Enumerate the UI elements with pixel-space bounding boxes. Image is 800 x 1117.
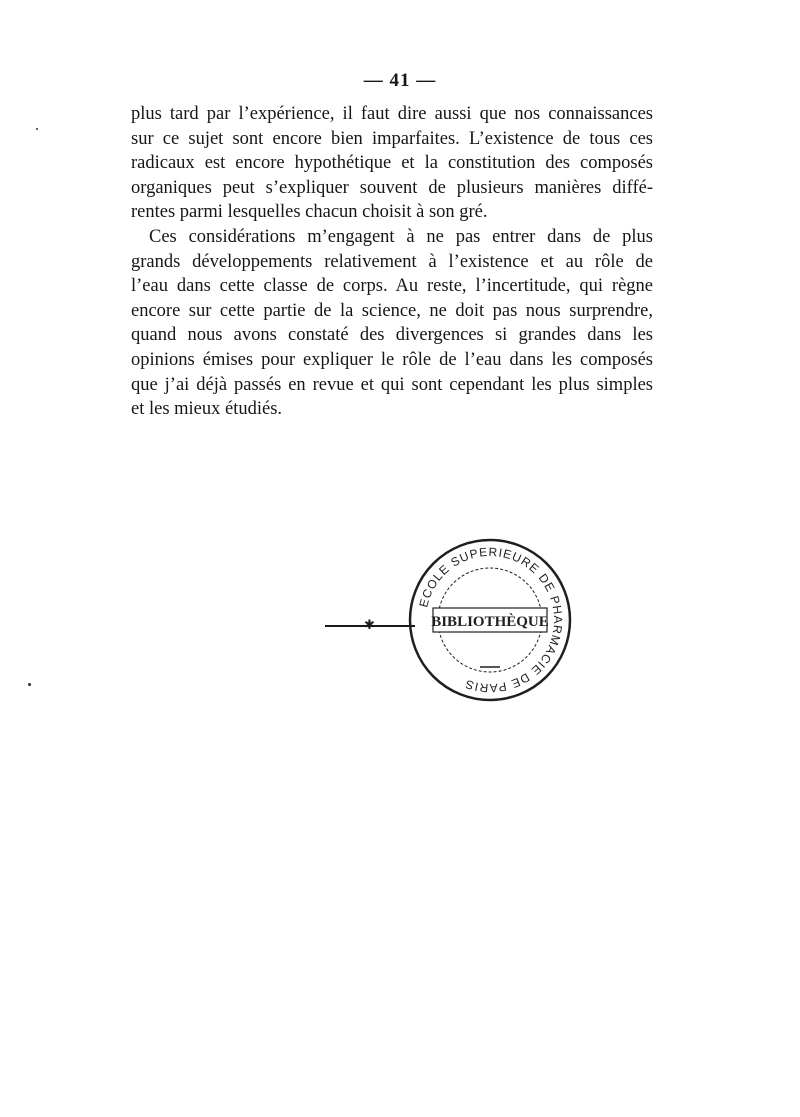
library-stamp (405, 535, 575, 705)
text-line: sur ce sujet sont encore bien imparfaites. L’existence de tous ces (131, 128, 653, 149)
text-line: que j’ai déjà passés en revue et qui sont cependant les plus simples (131, 374, 653, 395)
text-line: l’eau dans cette classe de corps. Au reste, l’incertitude, qui règne (131, 276, 653, 297)
text-line: grands développements relativement à l’existence et au rôle de (131, 251, 653, 272)
text-line: encore sur cette partie de la science, ne doit pas nous surprendre, (131, 300, 653, 321)
stamp-center-text: BIBLIOTHÈQUE (431, 614, 549, 630)
text-line: Ces considérations m’engagent à ne pas entrer dans de plus (149, 226, 653, 247)
paragraph-2 (131, 225, 653, 422)
body-text (131, 102, 653, 422)
text-line: opinions émises pour expliquer le rôle de l’eau dans les composés (131, 349, 653, 370)
text-line: organiques peut s’expliquer souvent de plusieurs manières diffé- (131, 177, 653, 198)
text-line: rentes parmi lesquelles chacun choisit à son gré. (131, 202, 488, 223)
page-number: — 41 — (363, 70, 437, 91)
scan-speck (36, 128, 38, 130)
scan-speck (28, 683, 31, 686)
stamp-leader-ornament: ✱ (364, 618, 375, 633)
text-line: quand nous avons constaté des divergences si grandes dans les (131, 325, 653, 346)
text-line: et les mieux étudiés. (131, 399, 283, 420)
text-line: plus tard par l’expérience, il faut dire aussi que nos connaissances (131, 104, 653, 124)
stamp-ring-text: ECOLE SUPERIEURE DE PHARMACIE DE PARIS (416, 544, 566, 696)
text-line: radicaux est encore hypothétique et la constitution des composés (131, 153, 653, 174)
paragraph-1 (131, 102, 653, 225)
